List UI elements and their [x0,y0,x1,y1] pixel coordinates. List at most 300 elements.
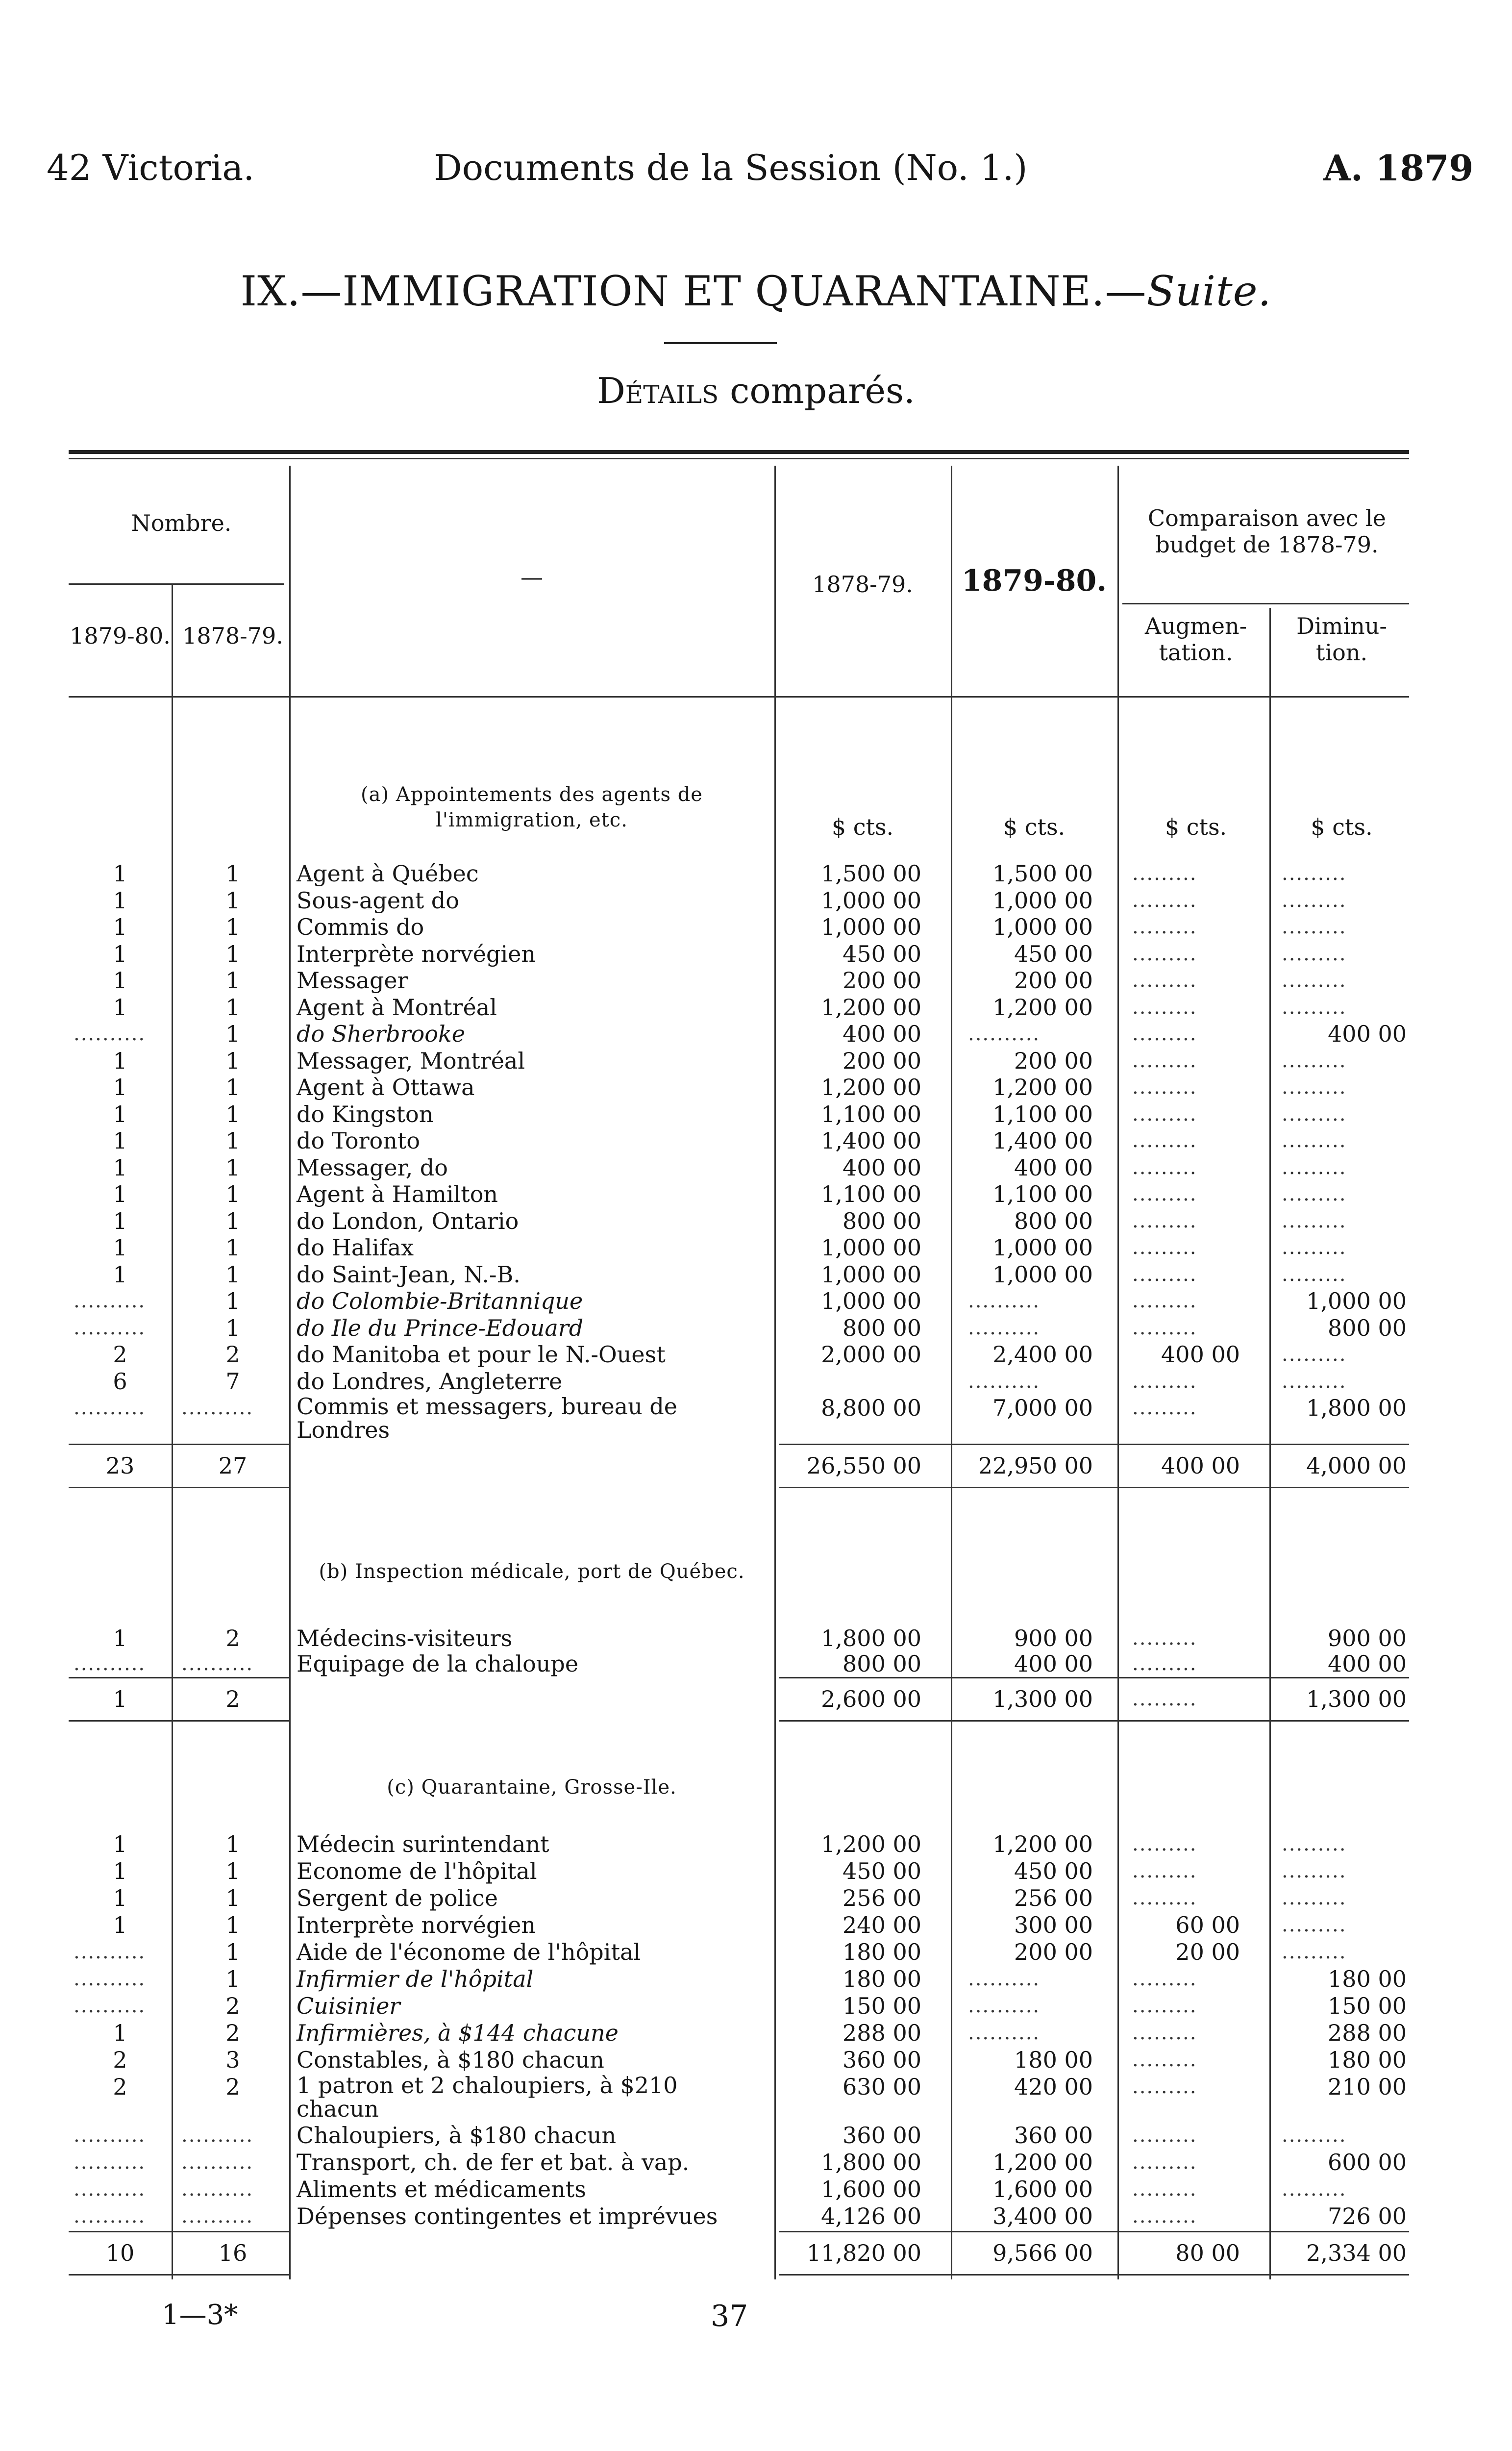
a-value-1879-80: 1,200 00 [992,1074,1093,1100]
b-total-rule-right [779,1677,1409,1678]
a-diminution-leader: ......... [1282,1076,1347,1099]
c-count-1878-79: 1 [225,1885,240,1911]
section-b-title: (b) Inspection médicale, port de Québec. [319,1560,745,1583]
c-count-1878-79: 2 [225,2074,240,2100]
c-row-description: Sergent de police [297,1885,498,1911]
a-augmentation-leader: ......... [1132,1236,1197,1259]
a-value-1878-79: 200 00 [843,967,921,994]
a-total-1879-80: 22,950 00 [978,1452,1093,1479]
a-count-1878-79: 1 [225,1234,240,1261]
a-augmentation: 400 00 [1161,1341,1240,1368]
c-count-1879-80-leader: .......... [74,2151,146,2174]
col-divider-v1 [774,466,776,2279]
col-augmentation: Augmen-tation. [1144,613,1247,666]
a-row-description: do London, Ontario [297,1207,519,1234]
a-value-1879-80-leader: .......... [968,1316,1041,1339]
a-row-description: Agent à Montréal [297,994,497,1021]
a-count-1878-79: 1 [225,1207,240,1234]
dollar-head-aug: $ cts. [1165,814,1227,840]
c-count-1878-79: 1 [225,1831,240,1857]
c-count-1879-80: 1 [113,1858,127,1884]
b-count-1879-80-leader: .......... [74,1652,146,1675]
a-count-1878-79: 1 [225,914,240,940]
c-value-1878-79: 630 00 [843,2074,921,2100]
col-divider-aug [1117,466,1119,2279]
b-value-1878-79: 800 00 [843,1651,921,1677]
a-count-1878-79: 1 [225,1047,240,1074]
a-value-1879-80: 200 00 [1014,1047,1093,1074]
a-value-1878-79: 800 00 [843,1314,921,1341]
a-augmentation-leader: ......... [1132,1102,1197,1125]
c-row-description: 1 patron et 2 chaloupiers, à $210 chacun [297,2072,678,2123]
page-title [0,267,1512,315]
a-augmentation-leader: ......... [1132,1370,1197,1393]
a-value-1878-79: 1,100 00 [821,1181,921,1207]
col-divider-desc [289,466,291,2279]
a-value-1878-79: 800 00 [843,1207,921,1234]
col-divider-v2 [951,466,952,2279]
section-a-title: (a) Appointements des agents de l'immigration, etc. [361,783,703,831]
a-value-1879-80: 400 00 [1014,1154,1093,1181]
a-value-1879-80-leader: .......... [968,1023,1041,1045]
c-count-1879-80-leader: .......... [74,2124,146,2147]
a-diminution-leader: ......... [1282,1263,1347,1286]
c-diminution: 210 00 [1328,2074,1407,2100]
a-count-1879-80: 1 [113,887,127,914]
a-count-1879-80: 1 [113,1100,127,1127]
header-left: 42 Victoria. [47,147,255,188]
col-1878-79: 1878-79. [812,571,913,598]
c-total-augmentation: 80 00 [1175,2240,1240,2266]
b-total-underline-left [69,1720,289,1722]
a-diminution-leader: ......... [1282,1156,1347,1179]
c-augmentation-leader: ......... [1132,2049,1197,2071]
a-augmentation-leader: ......... [1132,1209,1197,1232]
a-count-1879-80: 1 [113,967,127,994]
a-augmentation-leader: ......... [1132,1023,1197,1045]
c-total-1878-79: 11,820 00 [806,2240,921,2266]
a-value-1878-79: 1,000 00 [821,1261,921,1288]
c-value-1879-80: 1,600 00 [992,2176,1093,2202]
c-diminution: 150 00 [1328,1993,1407,2019]
c-augmentation-leader: ......... [1132,1968,1197,1990]
c-row-description: Aliments et médicaments [297,2176,586,2202]
b-total-diminution: 1,300 00 [1306,1686,1407,1712]
a-diminution: 1,000 00 [1306,1288,1407,1314]
c-count-1879-80: 1 [113,1831,127,1857]
a-count-1879-80: 1 [113,914,127,940]
a-row-description: do Ile du Prince-Edouard [297,1314,584,1341]
c-count-1878-79-leader: .......... [181,2205,254,2227]
c-count-1879-80-leader: .......... [74,2178,146,2201]
a-value-1878-79: 1,100 00 [821,1100,921,1127]
b-row-description: Médecins-visiteurs [297,1625,513,1651]
c-value-1878-79: 1,800 00 [821,2149,921,2176]
a-count-1879-80: 1 [113,994,127,1021]
a-diminution-leader: ......... [1282,1370,1347,1393]
a-diminution: 1,800 00 [1306,1395,1407,1421]
a-row-description: Agent à Ottawa [297,1074,475,1100]
c-value-1879-80: 3,400 00 [992,2203,1093,2229]
a-value-1878-79: 400 00 [843,1021,921,1047]
a-row-description: do Colombie-Britannique [297,1288,583,1314]
a-count-1878-79: 1 [225,860,240,887]
a-augmentation-leader: ......... [1132,1183,1197,1205]
a-value-1878-79: 450 00 [843,940,921,967]
a-augmentation-leader: ......... [1132,1263,1197,1286]
c-count-1879-80: 2 [113,2074,127,2100]
b-augmentation-leader: ......... [1132,1652,1197,1675]
header-right: A. 1879 [1323,147,1474,189]
a-value-1879-80: 1,100 00 [992,1181,1093,1207]
a-row-description: Messager, Montréal [297,1047,525,1074]
b-value-1878-79: 1,800 00 [821,1625,921,1651]
subtitle-sc: Détails [597,370,719,411]
a-value-1879-80: 1,000 00 [992,887,1093,914]
c-augmentation-leader: ......... [1132,1833,1197,1855]
b-total-1878-79: 2,600 00 [821,1686,921,1712]
c-augmentation: 20 00 [1175,1939,1240,1965]
a-value-1879-80: 2,400 00 [992,1341,1093,1368]
a-count-1879-80: 1 [113,1127,127,1154]
c-value-1878-79: 450 00 [843,1858,921,1884]
c-row-description: Infirmier de l'hôpital [297,1966,534,1992]
c-value-1879-80: 200 00 [1014,1939,1093,1965]
c-value-1878-79: 360 00 [843,2047,921,2073]
col-1878-79-count: 1878-79. [182,623,283,649]
a-row-description: Messager [297,967,408,994]
a-count-1878-79: 1 [225,940,240,967]
a-count-1879-80: 1 [113,1261,127,1288]
a-value-1879-80-leader: .......... [968,1290,1041,1312]
c-row-description: Infirmières, à $144 chacune [297,2020,619,2046]
title-rule [664,342,777,344]
footer-signature: 1—3* [162,2299,238,2331]
a-count-1879-80: 1 [113,1181,127,1207]
a-value-1878-79: 1,500 00 [821,860,921,887]
b-diminution: 900 00 [1328,1625,1407,1651]
c-value-1879-80-leader: .......... [968,1995,1041,2017]
a-augmentation-leader: ......... [1132,1397,1197,1419]
a-diminution-leader: ......... [1282,1183,1347,1205]
a-count-1879-80-leader: .......... [74,1316,146,1339]
c-row-description: Aide de l'économe de l'hôpital [297,1939,641,1965]
a-count-1879-80: 1 [113,860,127,887]
c-count-1879-80-leader: .......... [74,1941,146,1963]
a-count-1878-79: 1 [225,1127,240,1154]
col-description: — [521,564,543,590]
c-value-1879-80: 360 00 [1014,2122,1093,2149]
c-augmentation-leader: ......... [1132,2205,1197,2227]
a-total-rule-right [779,1444,1409,1445]
c-count-1878-79-leader: .......... [181,2178,254,2201]
a-count-1878-79: 7 [225,1368,240,1395]
a-count-1878-79: 1 [225,994,240,1021]
a-count-1878-79: 1 [225,967,240,994]
b-count-1878-79: 2 [225,1625,240,1651]
a-row-description: Agent à Hamilton [297,1181,498,1207]
c-value-1878-79: 4,126 00 [821,2203,921,2229]
b-count-1879-80: 1 [113,1625,127,1651]
c-count-1879-80: 2 [113,2047,127,2073]
a-augmentation-leader: ......... [1132,1049,1197,1072]
c-count-1878-79: 2 [225,2020,240,2046]
c-count-1878-79: 1 [225,1858,240,1884]
a-total-count-1879-80: 23 [105,1452,135,1479]
comparaison-underline [1122,603,1409,604]
a-value-1879-80: 1,000 00 [992,1261,1093,1288]
dollar-head-dim: $ cts. [1311,814,1373,840]
c-augmentation-leader: ......... [1132,1860,1197,1882]
col-comparaison: Comparaison avec le budget de 1878-79. [1147,505,1386,558]
c-total-count-1879-80: 10 [105,2240,135,2266]
a-diminution-leader: ......... [1282,969,1347,992]
c-count-1878-79: 2 [225,1993,240,2019]
b-total-underline-right [779,1720,1409,1722]
c-count-1878-79-leader: .......... [181,2124,254,2147]
a-diminution-leader: ......... [1282,889,1347,912]
a-count-1879-80: 1 [113,1154,127,1181]
c-count-1878-79: 1 [225,1939,240,1965]
a-value-1878-79: 2,000 00 [821,1341,921,1368]
a-augmentation-leader: ......... [1132,916,1197,938]
a-diminution-leader: ......... [1282,916,1347,938]
a-count-1878-79: 1 [225,1074,240,1100]
c-diminution-leader: ......... [1282,1860,1347,1882]
header-bottom-rule [69,696,1409,698]
c-row-description: Transport, ch. de fer et bat. à vap. [297,2149,690,2176]
a-value-1878-79: 1,400 00 [821,1127,921,1154]
b-augmentation-leader: ......... [1132,1627,1197,1650]
c-value-1879-80: 300 00 [1014,1912,1093,1938]
c-diminution-leader: ......... [1282,2124,1347,2147]
c-count-1879-80: 1 [113,2020,127,2046]
c-augmentation-leader: ......... [1132,2022,1197,2044]
a-row-description: Interprète norvégien [297,940,536,967]
c-row-description: Chaloupiers, à $180 chacun [297,2122,617,2149]
c-value-1878-79: 288 00 [843,2020,921,2046]
col-1879-80-count: 1879-80. [70,623,171,649]
a-total-1878-79: 26,550 00 [806,1452,921,1479]
a-row-description: Commis do [297,914,424,940]
a-value-1879-80: 800 00 [1014,1207,1093,1234]
a-diminution-leader: ......... [1282,1209,1347,1232]
a-row-description: Agent à Québec [297,860,479,887]
c-value-1878-79: 360 00 [843,2122,921,2149]
c-count-1879-80: 1 [113,1885,127,1911]
title-main: IX.—IMMIGRATION ET QUARANTAINE.— [240,267,1147,315]
c-value-1878-79: 256 00 [843,1885,921,1911]
c-total-count-1878-79: 16 [218,2240,248,2266]
a-row-description: do Halifax [297,1234,414,1261]
c-augmentation-leader: ......... [1132,2151,1197,2174]
c-value-1878-79: 1,600 00 [821,2176,921,2202]
c-value-1879-80: 180 00 [1014,2047,1093,2073]
a-diminution-leader: ......... [1282,1049,1347,1072]
c-total-1879-80: 9,566 00 [992,2240,1093,2266]
c-count-1878-79: 3 [225,2047,240,2073]
c-row-description: Interprète norvégien [297,1912,536,1938]
c-value-1879-80-leader: .......... [968,2022,1041,2044]
c-total-underline-left [69,2274,289,2276]
a-value-1878-79: 1,000 00 [821,1288,921,1314]
b-total-count-1878-79: 2 [225,1686,240,1712]
a-count-1879-80: 2 [113,1341,127,1368]
c-count-1879-80-leader: .......... [74,1995,146,2017]
a-total-augmentation: 400 00 [1161,1452,1240,1479]
a-row-description: Commis et messagers, bureau de Londres [297,1393,678,1444]
a-augmentation-leader: ......... [1132,996,1197,1019]
a-diminution-leader: ......... [1282,1129,1347,1152]
c-value-1879-80: 256 00 [1014,1885,1093,1911]
a-count-1879-80: 1 [113,1207,127,1234]
a-augmentation-leader: ......... [1132,1076,1197,1099]
c-augmentation-leader: ......... [1132,2076,1197,2098]
a-augmentation-leader: ......... [1132,1316,1197,1339]
a-count-1878-79-leader: .......... [181,1397,254,1419]
a-count-1878-79: 1 [225,887,240,914]
a-row-description: do Toronto [297,1127,421,1154]
a-count-1878-79: 1 [225,1181,240,1207]
dollar-head-v1: $ cts. [831,814,894,840]
a-count-1879-80-leader: .......... [74,1023,146,1045]
c-diminution-leader: ......... [1282,1914,1347,1936]
c-count-1878-79: 1 [225,1966,240,1992]
a-augmentation-leader: ......... [1132,1290,1197,1312]
dollar-head-v2: $ cts. [1003,814,1066,840]
a-count-1879-80-leader: .......... [74,1397,146,1419]
a-count-1879-80: 6 [113,1368,127,1395]
a-value-1878-79: 1,000 00 [821,914,921,940]
a-diminution-leader: ......... [1282,862,1347,885]
c-value-1879-80: 420 00 [1014,2074,1093,2100]
c-diminution: 288 00 [1328,2020,1407,2046]
c-augmentation-leader: ......... [1132,1887,1197,1909]
c-diminution: 180 00 [1328,1966,1407,1992]
page-number: 37 [711,2299,748,2333]
c-augmentation-leader: ......... [1132,2178,1197,2201]
c-diminution: 180 00 [1328,2047,1407,2073]
a-total-diminution: 4,000 00 [1306,1452,1407,1479]
a-value-1879-80: 1,200 00 [992,994,1093,1021]
a-value-1879-80: 7,000 00 [992,1395,1093,1421]
a-augmentation-leader: ......... [1132,969,1197,992]
a-diminution: 400 00 [1328,1021,1407,1047]
a-total-underline-left [69,1487,289,1488]
a-value-1878-79: 8,800 00 [821,1395,921,1421]
c-count-1878-79: 1 [225,1912,240,1938]
a-count-1879-80: 1 [113,1074,127,1100]
a-count-1878-79: 1 [225,1314,240,1341]
table-top-rule-2 [69,458,1409,459]
c-value-1878-79: 1,200 00 [821,1831,921,1857]
a-diminution: 800 00 [1328,1314,1407,1341]
c-value-1878-79: 180 00 [843,1939,921,1965]
a-value-1879-80: 200 00 [1014,967,1093,994]
a-value-1878-79: 1,000 00 [821,1234,921,1261]
c-row-description: Cuisinier [297,1993,400,2019]
a-value-1879-80: 1,100 00 [992,1100,1093,1127]
b-value-1879-80: 900 00 [1014,1625,1093,1651]
c-row-description: Constables, à $180 chacun [297,2047,604,2073]
a-total-count-1878-79: 27 [218,1452,248,1479]
a-row-description: do Saint-Jean, N.-B. [297,1261,521,1288]
a-augmentation-leader: ......... [1132,942,1197,965]
c-count-1879-80-leader: .......... [74,2205,146,2227]
col-diminution: Diminu-tion. [1296,613,1387,666]
a-total-underline-right [779,1487,1409,1488]
c-total-diminution: 2,334 00 [1306,2240,1407,2266]
a-count-1879-80: 1 [113,1047,127,1074]
c-augmentation-leader: ......... [1132,1995,1197,2017]
b-total-augmentation-leader: ......... [1132,1688,1197,1710]
c-value-1879-80: 1,200 00 [992,1831,1093,1857]
title-suite: Suite. [1146,267,1272,315]
c-diminution-leader: ......... [1282,2178,1347,2201]
c-value-1878-79: 180 00 [843,1966,921,1992]
a-count-1879-80: 1 [113,1234,127,1261]
c-diminution-leader: ......... [1282,1833,1347,1855]
a-row-description: do Kingston [297,1100,434,1127]
a-augmentation-leader: ......... [1132,862,1197,885]
a-value-1878-79: 400 00 [843,1154,921,1181]
b-diminution: 400 00 [1328,1651,1407,1677]
c-row-description: Médecin surintendant [297,1831,549,1857]
a-value-1879-80: 1,000 00 [992,914,1093,940]
col-nombre: Nombre. [131,510,232,536]
a-augmentation-leader: ......... [1132,1156,1197,1179]
c-total-rule-right [779,2231,1409,2232]
a-value-1878-79: 1,000 00 [821,887,921,914]
a-row-description: Messager, do [297,1154,448,1181]
page-subtitle [0,370,1512,411]
b-count-1878-79-leader: .......... [181,1652,254,1675]
b-total-1879-80: 1,300 00 [992,1686,1093,1712]
a-diminution-leader: ......... [1282,1102,1347,1125]
a-count-1878-79: 2 [225,1341,240,1368]
col-divider-nombre [172,583,173,2279]
c-value-1878-79: 150 00 [843,1993,921,2019]
a-row-description: do Manitoba et pour le N.-Ouest [297,1341,666,1368]
header-center: Documents de la Session (No. 1.) [434,147,1028,188]
b-total-rule-left [69,1677,289,1678]
c-total-underline-right [779,2274,1409,2276]
c-value-1879-80: 450 00 [1014,1858,1093,1884]
b-value-1879-80: 400 00 [1014,1651,1093,1677]
a-value-1879-80: 1,400 00 [992,1127,1093,1154]
a-count-1878-79: 1 [225,1021,240,1047]
c-value-1878-79: 240 00 [843,1912,921,1938]
b-row-description: Equipage de la chaloupe [297,1651,579,1677]
a-count-1878-79: 1 [225,1288,240,1314]
a-value-1879-80-leader: .......... [968,1370,1041,1393]
a-count-1878-79: 1 [225,1154,240,1181]
c-diminution: 600 00 [1328,2149,1407,2176]
a-augmentation-leader: ......... [1132,889,1197,912]
a-total-rule-left [69,1444,289,1445]
nombre-underline [69,583,284,585]
a-value-1879-80: 1,000 00 [992,1234,1093,1261]
a-value-1879-80: 1,500 00 [992,860,1093,887]
col-1879-80: 1879-80. [961,564,1107,598]
a-value-1878-79: 200 00 [843,1047,921,1074]
c-value-1879-80-leader: .......... [968,1968,1041,1990]
a-value-1879-80: 450 00 [1014,940,1093,967]
c-row-description: Econome de l'hôpital [297,1858,537,1884]
c-augmentation-leader: ......... [1132,2124,1197,2147]
c-diminution: 726 00 [1328,2203,1407,2229]
a-count-1879-80: 1 [113,940,127,967]
